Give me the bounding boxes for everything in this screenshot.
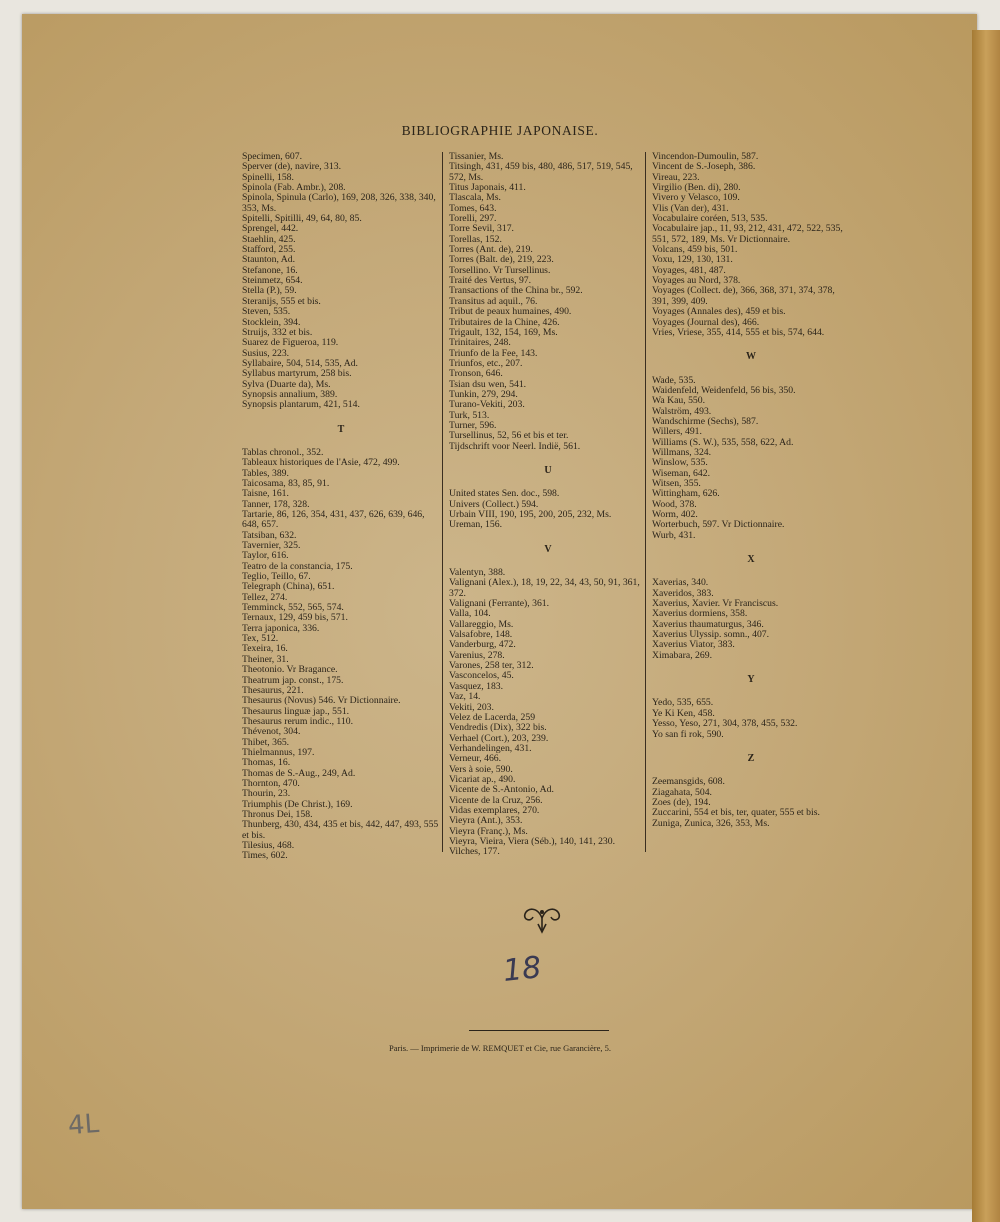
index-entry: Torres (Balt. de), 219, 223. <box>449 254 554 266</box>
index-entry: Vicariat ap., 490. <box>449 773 516 785</box>
index-column-3 <box>652 152 850 829</box>
index-entry: Voyages, 481, 487. <box>652 264 726 276</box>
index-entry: Suarez de Figueroa, 119. <box>242 337 339 349</box>
index-entry: Torelli, 297. <box>449 213 497 225</box>
index-entry: Sprengel, 442. <box>242 223 299 235</box>
index-entry: Vicente de la Cruz, 256. <box>449 794 543 806</box>
index-entry: Wood, 378. <box>652 498 697 510</box>
index-entry: Spitelli, Spitilli, 49, 64, 80, 85. <box>242 213 362 225</box>
index-entry: Ziagahata, 504. <box>652 786 712 798</box>
index-entry: Zeemansgids, 608. <box>652 776 725 788</box>
index-entry: Vieyra (Ant.), 353. <box>449 815 523 827</box>
index-entry: Voyages (Annales des), 459 et bis. <box>652 306 786 318</box>
index-entry: Vicente de S.-Antonio, Ad. <box>449 784 554 796</box>
index-entry: Vocabulaire jap., 11, 93, 212, 431, 472, 522, 535, 551, 572, 189, Ms. Vr Dictionnaire. <box>652 223 843 245</box>
index-entry: Turner, 596. <box>449 419 497 431</box>
index-entry: Vieyra (Franç.), Ms. <box>449 825 528 837</box>
index-entry: Theatrum jap. const., 175. <box>242 674 344 686</box>
index-entry: Vivero y Velasco, 109. <box>652 192 740 204</box>
index-entry: Vlis (Van der), 431. <box>652 202 729 214</box>
index-entry: Temminck, 552, 565, 574. <box>242 602 344 614</box>
index-entry: Vers à soie, 590. <box>449 763 513 775</box>
index-entry: Vallareggio, Ms. <box>449 618 514 630</box>
index-entry: United states Sen. doc., 598. <box>449 488 560 500</box>
index-entry: Staehlin, 425. <box>242 233 296 245</box>
index-entry: Yesso, Yeso, 271, 304, 378, 455, 532. <box>652 718 798 730</box>
index-entry: Theiner, 31. <box>242 653 289 665</box>
index-entry: Xaverias, 340. <box>652 577 709 589</box>
index-entry: Vireau, 223. <box>652 171 700 183</box>
index-entry: Titus Japonais, 411. <box>449 182 526 194</box>
index-entry: Voxu, 129, 130, 131. <box>652 254 733 266</box>
index-entry: Steinmetz, 654. <box>242 275 303 287</box>
index-entry: Thibet, 365. <box>242 736 290 748</box>
index-entry: Vanderburg, 472. <box>449 639 516 651</box>
index-entry: Tablas chronol., 352. <box>242 446 324 458</box>
index-entry: Ternaux, 129, 459 bis, 571. <box>242 612 348 624</box>
index-entry: Tsian dsu wen, 541. <box>449 378 527 390</box>
index-entry: Triumphis (De Christ.), 169. <box>242 798 353 810</box>
index-entry: Struijs, 332 et bis. <box>242 326 313 338</box>
index-entry: Tilesius, 468. <box>242 840 295 851</box>
index-entry: Sylva (Duarte da), Ms. <box>242 378 331 390</box>
index-entry: Thunberg, 430, 434, 435 et bis, 442, 447, 493, 555 et bis. <box>242 819 439 841</box>
index-entry: Valignani (Ferrante), 361. <box>449 598 550 610</box>
index-entry: Tartarie, 86, 126, 354, 431, 437, 626, 639, 646, 648, 657. <box>242 509 425 531</box>
index-entry: Wiseman, 642. <box>652 467 710 479</box>
index-entry: Yo san fi rok, 590. <box>652 728 724 740</box>
index-entry: Titsingh, 431, 459 bis, 480, 486, 517, 519, 545, 572, Ms. <box>449 161 633 183</box>
handwritten-page-number: 18 <box>501 950 543 989</box>
index-entry: Spinola (Fab. Ambr.), 208. <box>242 182 346 194</box>
index-entry: Texeira, 16. <box>242 643 288 655</box>
index-entry: Winslow, 535. <box>652 457 708 469</box>
index-entry: Stefanone, 16. <box>242 264 298 276</box>
index-entry: Volcans, 459 bis, 501. <box>652 244 738 256</box>
index-entry: Zoes (de), 194. <box>652 796 711 808</box>
index-entry: Zuccarini, 554 et bis, ter, quater, 555 et bis. <box>652 807 820 819</box>
index-entry: Trinitaires, 248. <box>449 337 511 349</box>
index-entry: Xaverius Viator, 383. <box>652 639 735 651</box>
index-entry: Thesaurus rerum indic., 110. <box>242 715 354 727</box>
index-entry: Urbain VIII, 190, 195, 200, 205, 232, Ms. <box>449 509 612 520</box>
index-entry: Waidenfeld, Weidenfeld, 56 bis, 350. <box>652 384 796 396</box>
index-entry: Times, 602. <box>242 850 288 862</box>
index-entry: Taylor, 616. <box>242 550 289 562</box>
index-entry: Xaverius dormiens, 358. <box>652 608 748 620</box>
index-entry: Tribut de peaux humaines, 490. <box>449 306 572 318</box>
index-entry: Syllabus martyrum, 258 bis. <box>242 368 352 380</box>
index-entry: Vasconcelos, 45. <box>449 670 514 682</box>
index-entry: Willmans, 324. <box>652 446 712 458</box>
index-entry: Xaveridos, 383. <box>652 587 714 599</box>
index-entry: Syllabaire, 504, 514, 535, Ad. <box>242 357 358 369</box>
index-entry: Univers (Collect.) 594. <box>449 498 539 510</box>
index-entry: Telegraph (China), 651. <box>242 581 335 593</box>
index-entry: Wurb, 431. <box>652 529 696 541</box>
index-entry: Synopsis annalium, 389. <box>242 388 338 400</box>
index-entry: Verneur, 466. <box>449 753 502 765</box>
index-entry: Torre Sevil, 317. <box>449 223 514 235</box>
index-entry: Transitus ad aquil., 76. <box>449 295 538 307</box>
index-entry: Wandschirme (Sechs), 587. <box>652 415 759 427</box>
index-entry: Ye Ki Ken, 458. <box>652 707 715 719</box>
index-column-1 <box>242 152 440 862</box>
index-entry: Voyages (Collect. de), 366, 368, 371, 374, 378, 391, 399, 409. <box>652 285 835 307</box>
section-letter-heading: Y <box>747 674 755 686</box>
index-entry: Vidas exemplares, 270. <box>449 804 540 816</box>
index-entry: Wa Kau, 550. <box>652 395 706 407</box>
index-entry: Synopsis plantarum, 421, 514. <box>242 399 360 411</box>
index-entry: Terra japonica, 336. <box>242 622 320 634</box>
index-entry: Spinelli, 158. <box>242 171 294 183</box>
index-entry: Vendredis (Dix), 322 bis. <box>449 722 547 734</box>
index-entry: Spinola, Spinula (Carlo), 169, 208, 326, 338, 340, 353, Ms. <box>242 192 436 214</box>
index-entry: Vincent de S.-Joseph, 386. <box>652 161 756 173</box>
index-entry: Valignani (Alex.), 18, 19, 22, 34, 43, 50, 91, 361, 372. <box>449 577 640 599</box>
index-entry: Voyages au Nord, 378. <box>652 275 741 287</box>
index-entry: Worm, 402. <box>652 509 698 520</box>
section-letter-heading: W <box>746 351 756 363</box>
index-entry: Trigault, 132, 154, 169, Ms. <box>449 326 558 338</box>
index-entry: Turk, 513. <box>449 409 490 421</box>
index-entry: Tronson, 646. <box>449 368 503 380</box>
index-entry: Steranijs, 555 et bis. <box>242 295 321 307</box>
index-entry: Torsellino. Vr Tursellinus. <box>449 264 551 276</box>
index-entry: Velez de Lacerda, 259 <box>449 711 536 723</box>
index-entry: Tableaux historiques de l'Asie, 472, 499. <box>242 457 400 469</box>
index-entry: Transactions of the China br., 592. <box>449 285 583 297</box>
index-entry: Thielmannus, 197. <box>242 746 315 758</box>
index-entry: Thesaurus (Novus) 546. Vr Dictionnaire. <box>242 695 401 707</box>
index-entry: Vieyra, Vieira, Viera (Séb.), 140, 141, 230. <box>449 835 616 847</box>
index-entry: Vilches, 177. <box>449 846 500 858</box>
index-entry: Stocklein, 394. <box>242 316 301 328</box>
index-entry: Thomas de S.-Aug., 249, Ad. <box>242 767 356 779</box>
index-entry: Vocabulaire coréen, 513, 535. <box>652 213 768 225</box>
index-entry: Wittingham, 626. <box>652 488 720 500</box>
pencil-annotation: 4L <box>66 1108 101 1142</box>
index-entry: Triunfos, etc., 207. <box>449 357 523 369</box>
column-divider <box>442 152 443 852</box>
index-entry: Taisne, 161. <box>242 488 289 500</box>
index-entry: Vasquez, 183. <box>449 680 504 692</box>
index-entry: Yedo, 535, 655. <box>652 697 714 709</box>
index-entry: Thesaurus linguæ jap., 551. <box>242 705 350 717</box>
index-entry: Teglio, Teillo, 67. <box>242 571 311 583</box>
index-entry: Valentyn, 388. <box>449 567 506 579</box>
index-column-2 <box>449 152 647 858</box>
index-entry: Tatsiban, 632. <box>242 529 297 541</box>
index-entry: Xaverius thaumaturgus, 346. <box>652 618 764 630</box>
index-entry: Sperver (de), navire, 313. <box>242 161 341 173</box>
index-entry: Taicosama, 83, 85, 91. <box>242 477 330 489</box>
index-entry: Susius, 223. <box>242 347 290 359</box>
index-entry: Willers, 491. <box>652 426 702 438</box>
index-entry: Thourin, 23. <box>242 788 291 800</box>
index-entry: Xaverius Ulyssip. somn., 407. <box>652 629 770 641</box>
fleuron-ornament-icon <box>519 900 565 936</box>
index-entry: Tex, 512. <box>242 633 279 645</box>
index-entry: Valla, 104. <box>449 608 491 620</box>
index-entry: Stafford, 255. <box>242 244 296 256</box>
index-entry: Voyages (Journal des), 466. <box>652 316 760 328</box>
index-entry: Williams (S. W.), 535, 558, 622, Ad. <box>652 436 794 448</box>
index-entry: Stella (P.), 59. <box>242 285 297 297</box>
index-entry: Tellez, 274. <box>242 591 288 603</box>
index-entry: Verhael (Cort.), 203, 239. <box>449 732 549 744</box>
section-letter-heading: X <box>747 554 755 566</box>
index-entry: Tunkin, 279, 294. <box>449 388 518 400</box>
index-entry: Worterbuch, 597. Vr Dictionnaire. <box>652 519 785 531</box>
index-entry: Thévenot, 304. <box>242 726 301 738</box>
index-entry: Specimen, 607. <box>242 151 302 162</box>
index-entry: Ureman, 156. <box>449 519 502 531</box>
index-entry: Witsen, 355. <box>652 477 701 489</box>
index-entry: Torellas, 152. <box>449 233 502 245</box>
index-entry: Thornton, 470. <box>242 777 300 789</box>
section-letter-heading: Z <box>747 752 755 764</box>
index-entry: Staunton, Ad. <box>242 254 296 266</box>
index-entry: Tursellinus, 52, 56 et bis et ter. <box>449 430 569 442</box>
index-entry: Xaverius, Xavier. Vr Franciscus. <box>652 598 779 610</box>
index-entry: Tributaires de la Chine, 426. <box>449 316 560 328</box>
index-entry: Virgilio (Ben. di), 280. <box>652 182 741 194</box>
index-entry: Steven, 535. <box>242 306 291 318</box>
index-entry: Thronus Dei, 158. <box>242 808 313 820</box>
section-letter-heading: U <box>544 464 552 476</box>
index-entry: Turano-Vekiti, 203. <box>449 399 525 411</box>
column-divider <box>645 152 646 852</box>
index-entry: Wade, 535. <box>652 374 696 386</box>
index-entry: Ximabara, 269. <box>652 649 712 661</box>
index-entry: Vaz, 14. <box>449 691 481 703</box>
index-entry: Varenius, 278. <box>449 649 505 661</box>
page-title: BIBLIOGRAPHIE JAPONAISE. <box>401 123 599 138</box>
index-entry: Torres (Ant. de), 219. <box>449 244 533 256</box>
index-entry: Vries, Vriese, 355, 414, 555 et bis, 574, 644. <box>652 326 825 338</box>
index-entry: Tables, 389. <box>242 467 289 479</box>
index-entry: Vekiti, 203. <box>449 701 494 713</box>
index-entry: Thomas, 16. <box>242 757 291 769</box>
footer-rule <box>469 1030 609 1031</box>
section-letter-heading: T <box>337 423 345 435</box>
index-entry: Tomes, 643. <box>449 202 497 214</box>
index-entry: Tanner, 178, 328. <box>242 498 310 510</box>
index-entry: Valsafobre, 148. <box>449 629 513 641</box>
index-entry: Tissanier, Ms. <box>449 151 504 162</box>
index-entry: Tlascala, Ms. <box>449 192 501 204</box>
index-entry: Tavernier, 325. <box>242 540 301 552</box>
index-entry: Verhandelingen, 431. <box>449 742 532 754</box>
index-entry: Varones, 258 ter, 312. <box>449 660 534 672</box>
index-entry: Zuniga, Zunica, 326, 353, Ms. <box>652 817 770 829</box>
index-entry: Thesaurus, 221. <box>242 684 304 696</box>
index-entry: Teatro de la constancia, 175. <box>242 560 353 572</box>
index-entry: Tijdschrift voor Neerl. Indië, 561. <box>449 440 581 452</box>
index-entry: Vincendon-Dumoulin, 587. <box>652 151 759 162</box>
index-entry: Theotonio. Vr Bragance. <box>242 664 338 676</box>
index-entry: Walström, 493. <box>652 405 712 417</box>
index-entry: Traité des Vertus, 97. <box>449 275 532 287</box>
printer-imprint: Paris. — Imprimerie de W. REMQUET et Cie, rue Garancière, 5. <box>389 1043 611 1053</box>
index-entry: Triunfo de la Fee, 143. <box>449 347 538 359</box>
section-letter-heading: V <box>544 543 552 555</box>
